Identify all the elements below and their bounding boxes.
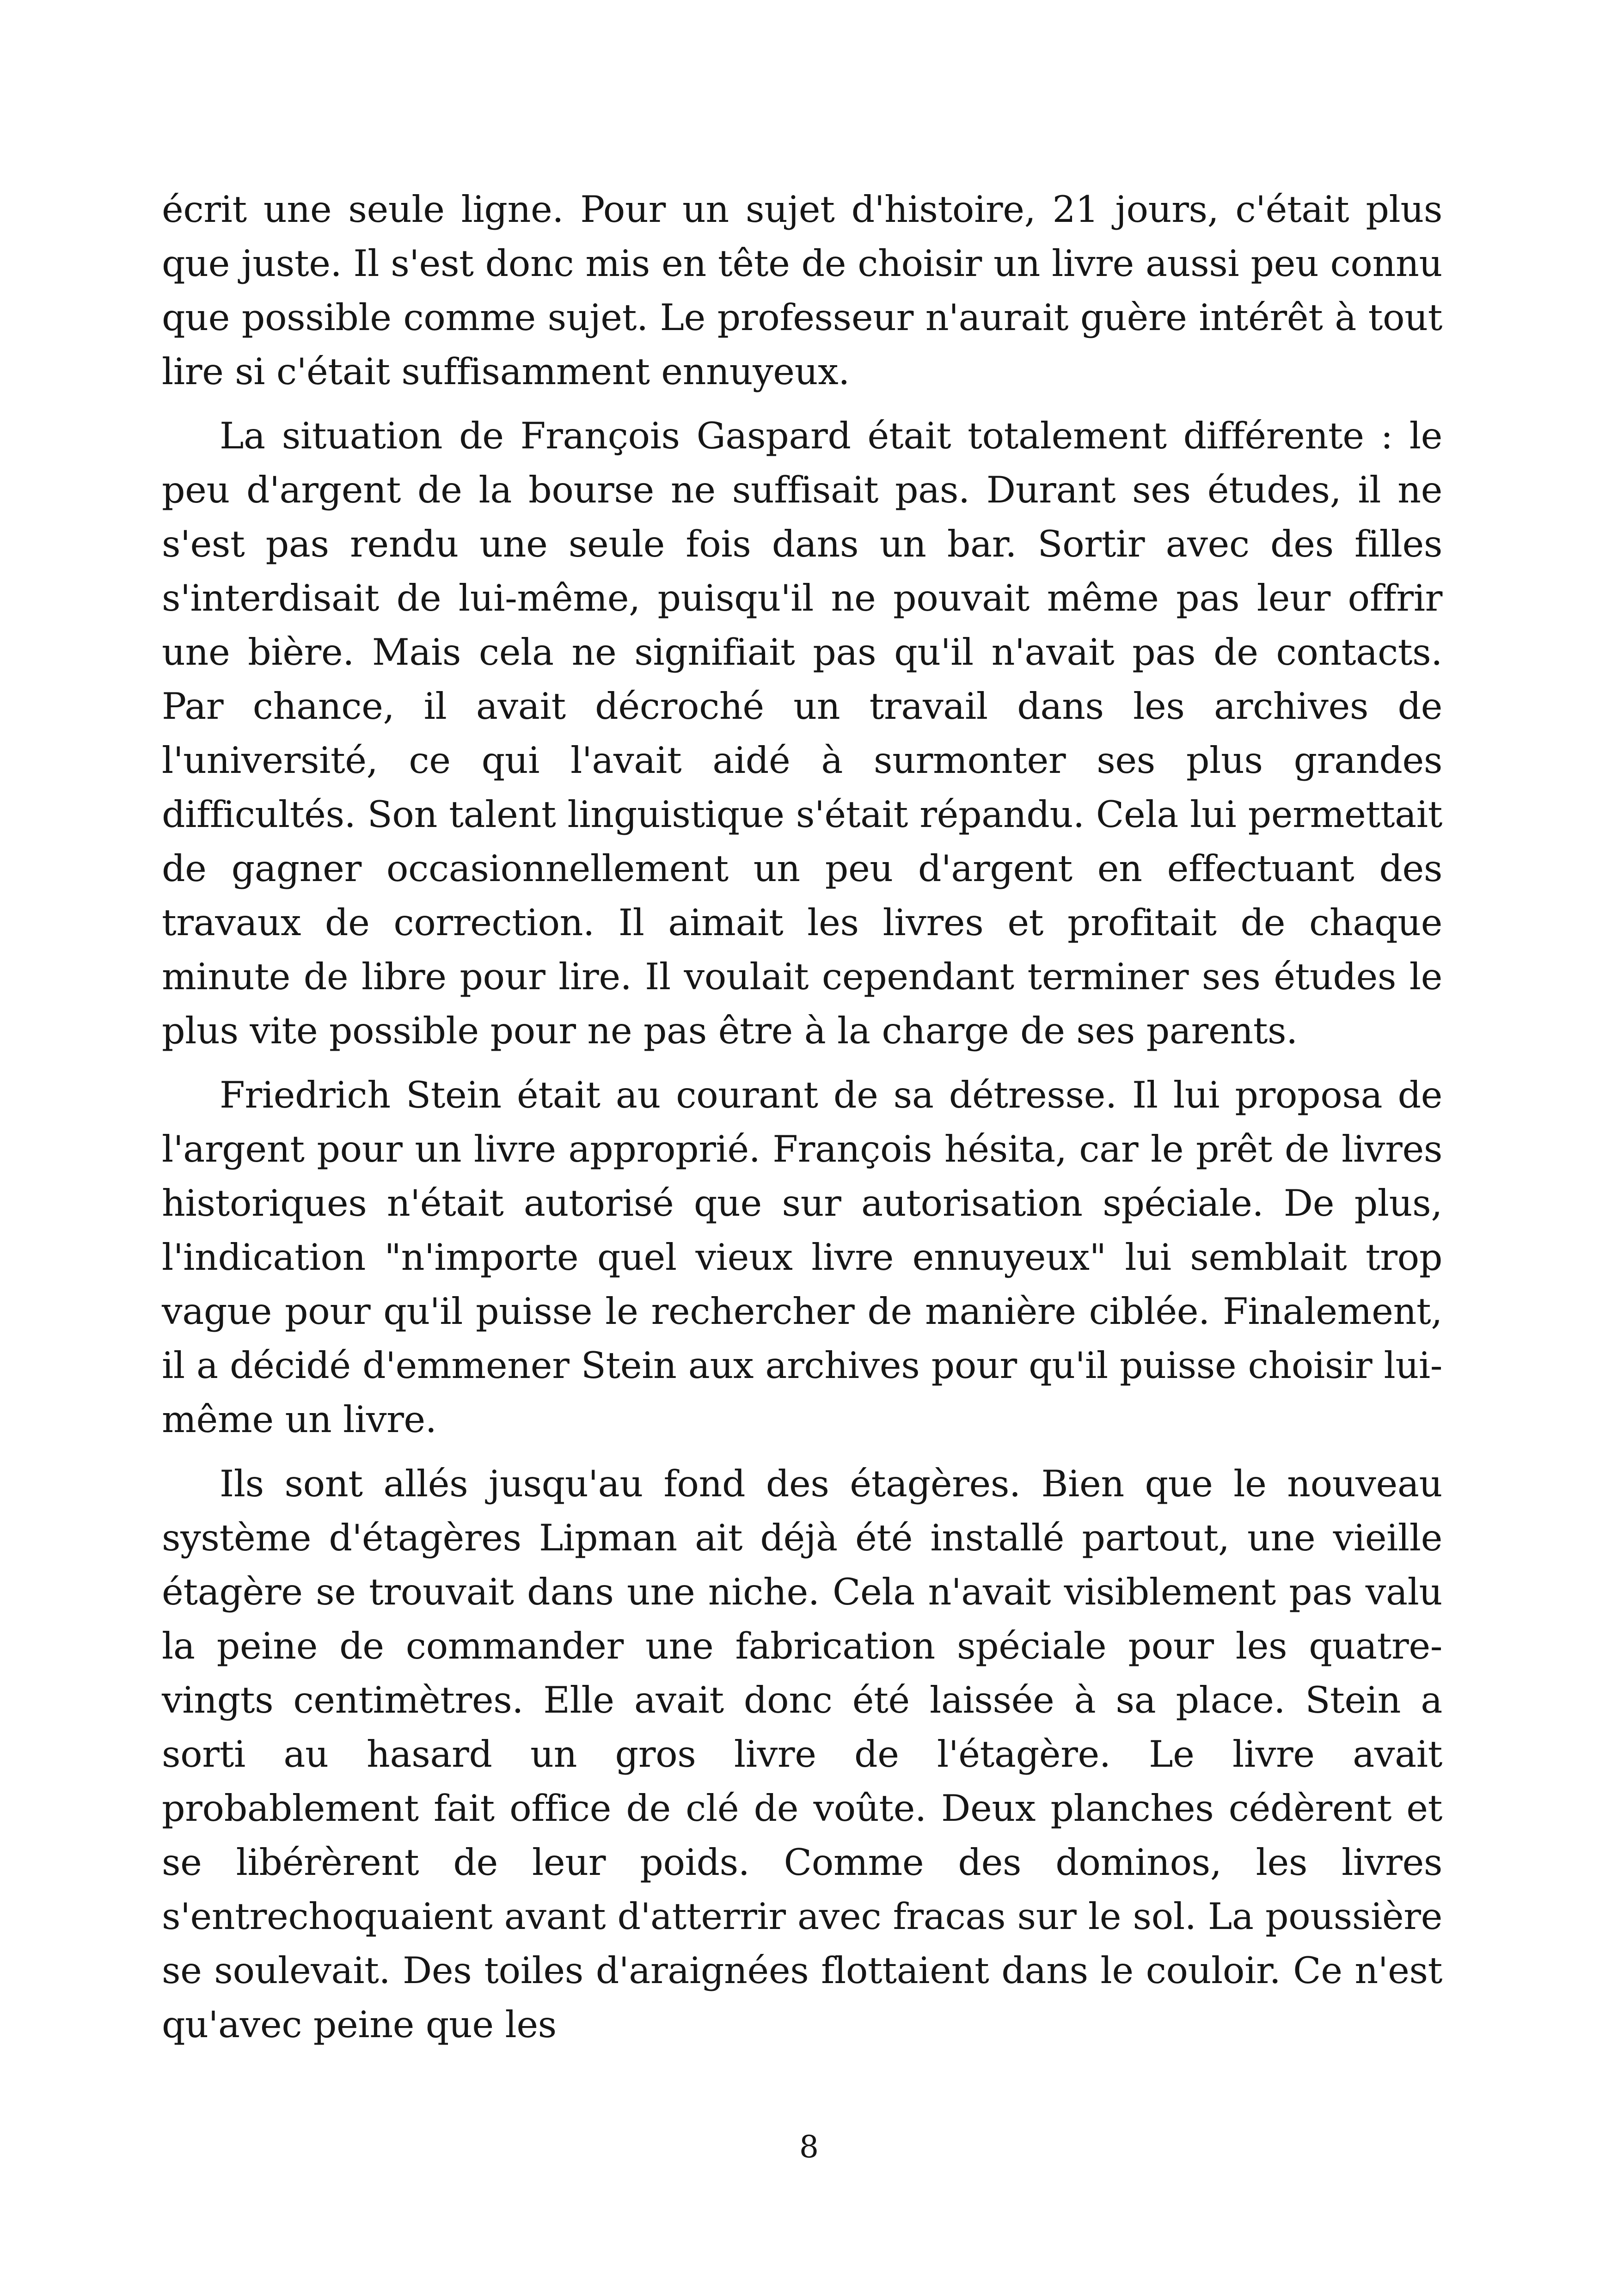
page-number: 8	[799, 2129, 819, 2165]
paragraph-3: Friedrich Stein était au courant de sa détresse. Il lui proposa de l'argent pour un livre approprié. François hésita, car le prêt de livres historiques n'était autorisé que sur autorisation spéciale. De plus, l'indication "n'importe quel vieux livre ennuyeux" lui semblait trop vague pour qu'il puisse le rechercher de manière ciblée. Finalement, il a décidé d'emmener Stein aux archives pour qu'il puisse choisir lui-même un livre.	[162, 1074, 1442, 1441]
paragraph-4: Ils sont allés jusqu'au fond des étagères. Bien que le nouveau système d'étagères Lipman ait déjà été installé partout, une vieille étagère se trouvait dans une niche. Cela n'avait visiblement pas valu la peine de commander une fabrication spéciale pour les quatre-vingts centimètres. Elle avait donc été laissée à sa place. Stein a sorti au hasard un gros livre de l'étagère. Le livre avait probablement fait office de clé de voûte. Deux planches cédèrent et se libérèrent de leur poids. Comme des dominos, les livres s'entrechoquaient avant d'atterrir avec fracas sur le sol. La poussière se soulevait. Des toiles d'araignées flottaient dans le couloir. Ce n'est qu'avec peine que les	[162, 1463, 1442, 2046]
body-text	[162, 183, 1442, 2062]
paragraph-1: écrit une seule ligne. Pour un sujet d'histoire, 21 jours, c'était plus que juste. Il s'est donc mis en tête de choisir un livre aussi peu connu que possible comme sujet. Le professeur n'aurait guère intérêt à tout lire si c'était suffisamment ennuyeux.	[162, 188, 1442, 393]
paragraph-2: La situation de François Gaspard était totalement différente : le peu d'argent de la bourse ne suffisait pas. Durant ses études, il ne s'est pas rendu une seule fois dans un bar. Sortir avec des filles s'interdisait de lui-même, puisqu'il ne pouvait même pas leur offrir une bière. Mais cela ne signifiait pas qu'il n'avait pas de contacts. Par chance, il avait décroché un travail dans les archives de l'université, ce qui l'avait aidé à surmonter ses plus grandes difficultés. Son talent linguistique s'était répandu. Cela lui permettait de gagner occasionnellement un peu d'argent en effectuant des travaux de correction. Il aimait les livres et profitait de chaque minute de libre pour lire. Il voulait cependant terminer ses études le plus vite possible pour ne pas être à la charge de ses parents.	[162, 415, 1442, 1052]
